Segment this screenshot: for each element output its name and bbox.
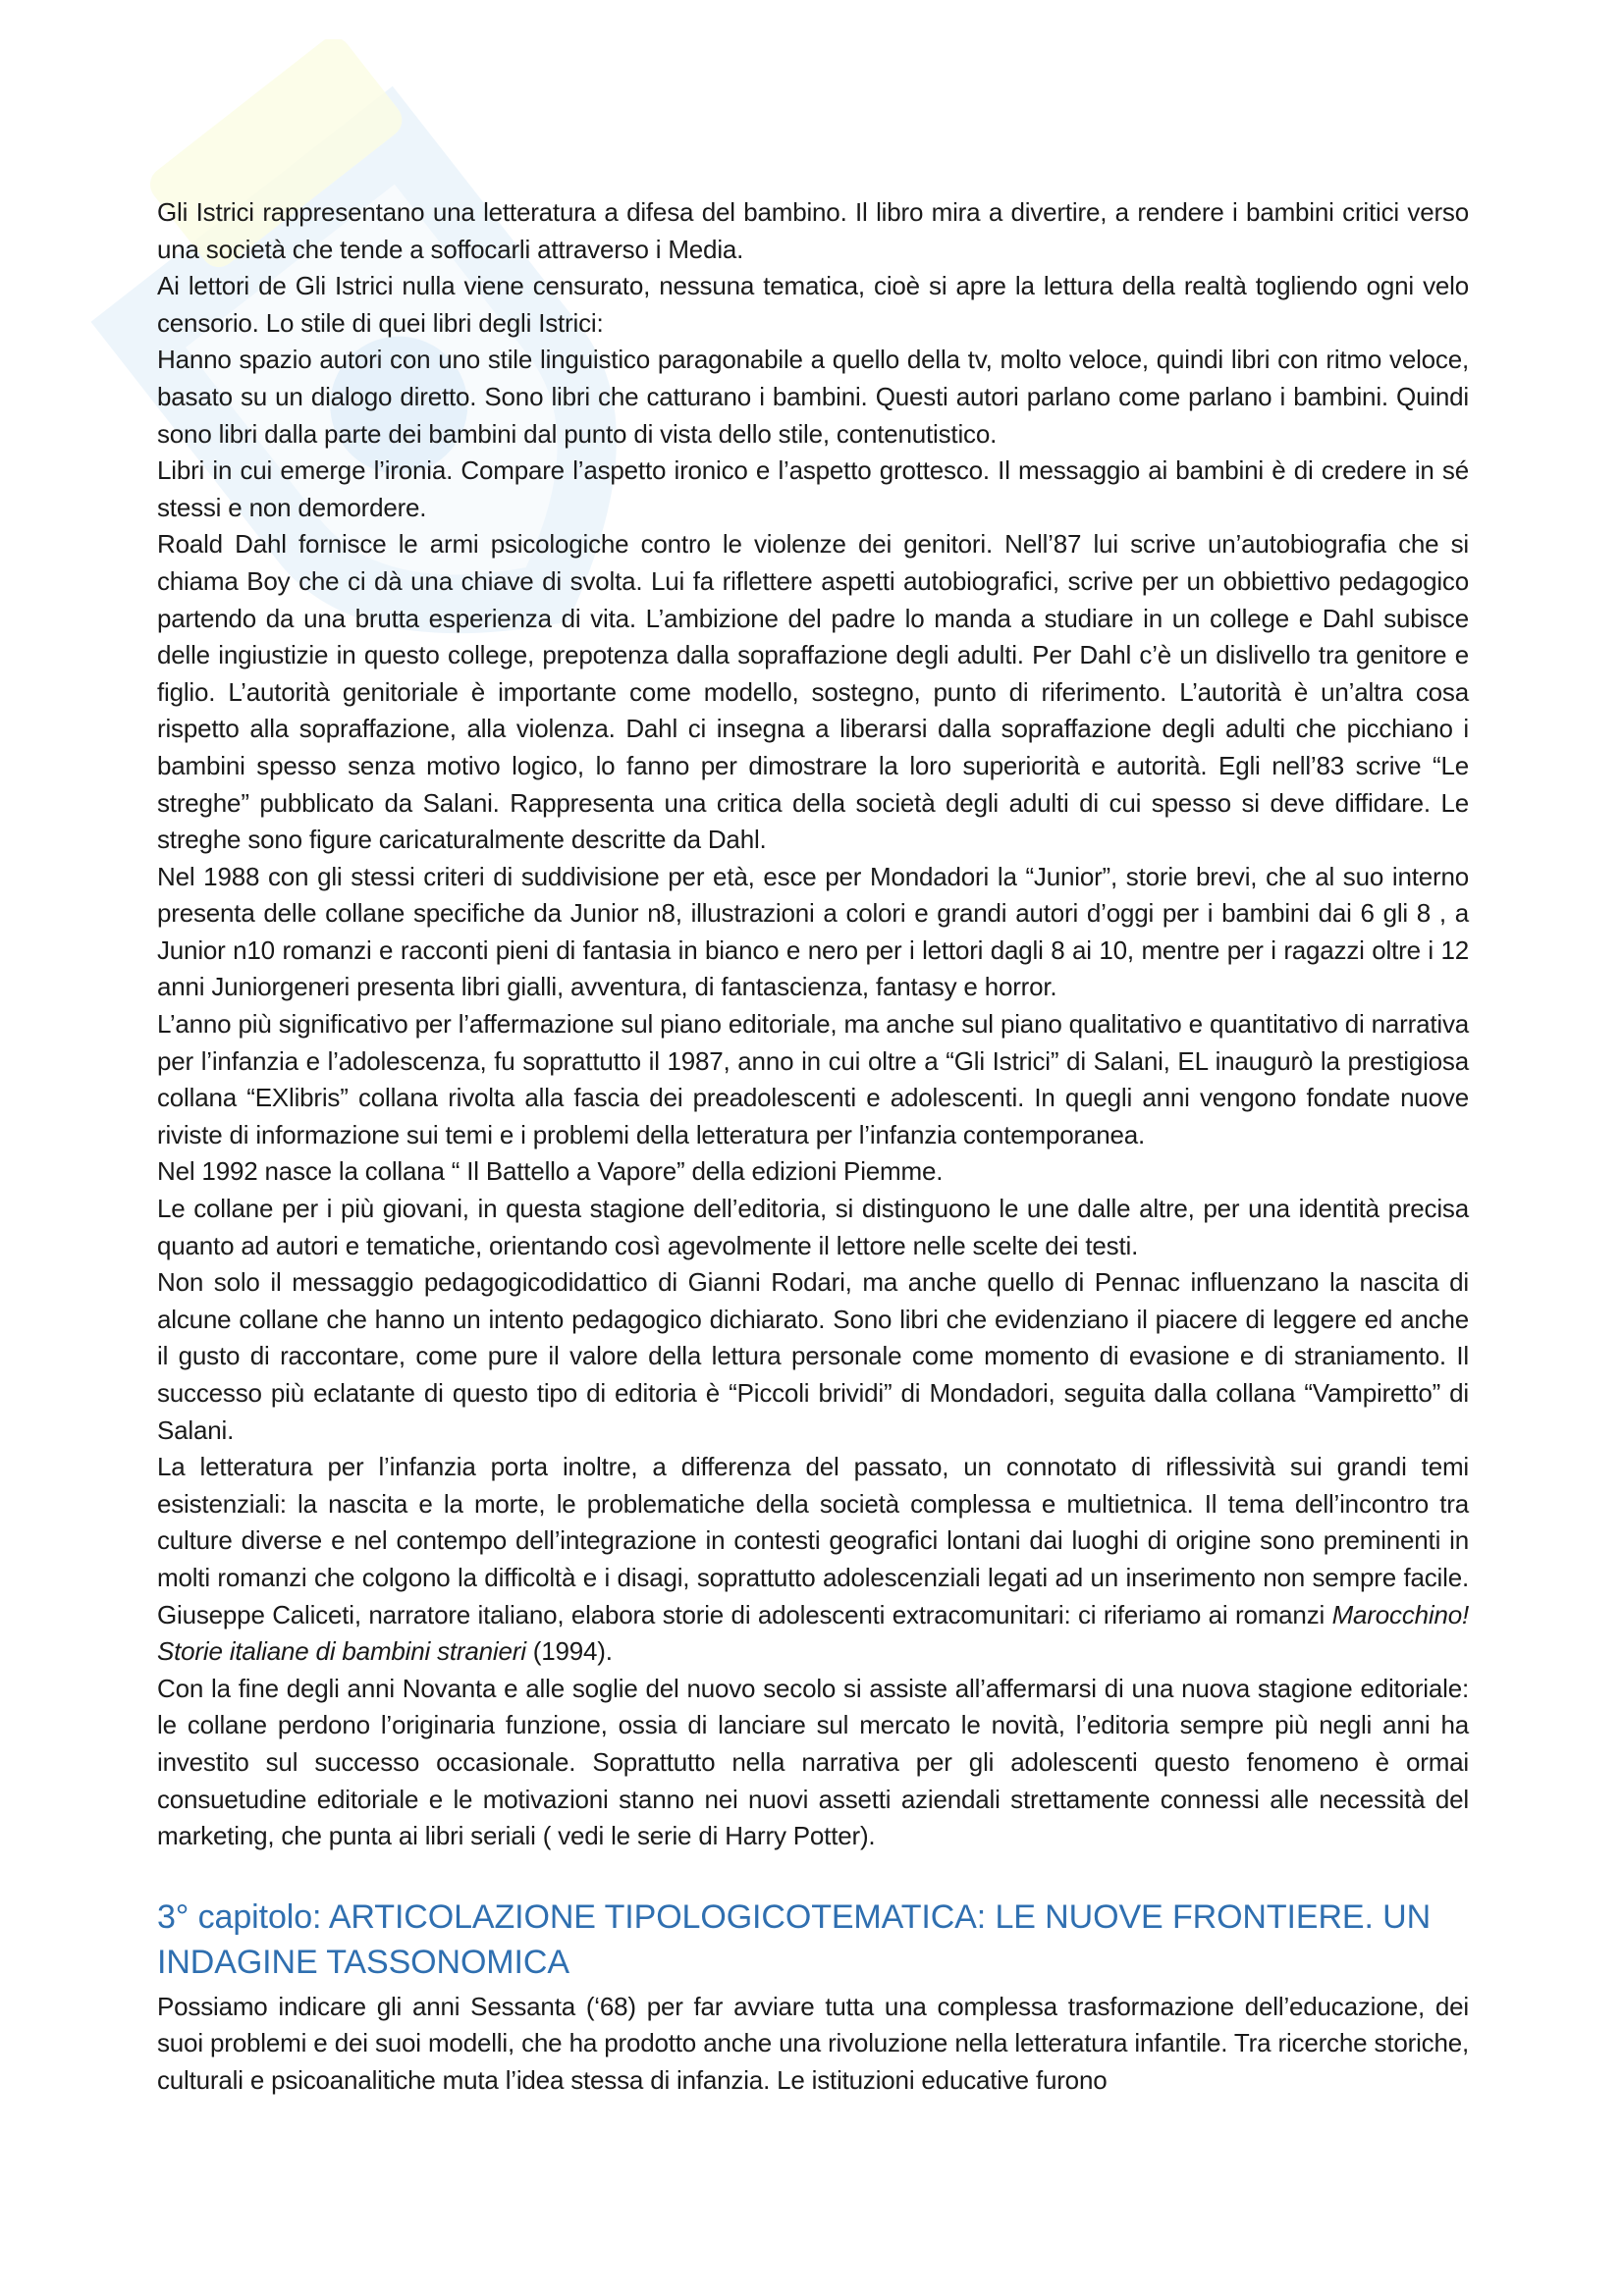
paragraph-lettori: Ai lettori de Gli Istrici nulla viene censurato, nessuna tematica, cioè si apre la lettura della realtà togliendo ogni velo censorio. Lo stile di quei libri degli Istrici: (157, 271, 1469, 338)
paragraph-riflessivita-tail: (1994). (525, 1636, 613, 1667)
paragraph-roald-dahl: Roald Dahl fornisce le armi psicologiche contro le violenze dei genitori. Nell’87 lui scrive un’autobiografia che si chiama Boy che ci dà una chiave di svolta. Lui fa riflettere aspetti autobiografici, scrive per un obbiettivo pedagogico partendo da una brutta esperienza di vita. L’ambizione del padre lo manda a studiare in un college e Dahl subisce delle ingiustizie in questo college, prepotenza dalla sopraffazione degli adulti. Per Dahl c’è un dislivello tra genitore e figlio. L’autorità genitoriale è importante come modello, sostegno, punto di riferimento. L’autorità è un’altra cosa rispetto alla sopraffazione, alla violenza. Dahl ci insegna a liberarsi dalla sopraffazione degli adulti che picchiano i bambini spesso senza motivo logico, lo fanno per dimostrare la loro superiorità e autorità. Egli nell’83 scrive “Le streghe” pubblicato da Salani. Rappresenta una critica della società degli adulti di cui spesso si deve diffidare. Le streghe sono figure caricaturalmente descritte da Dahl. (157, 529, 1469, 855)
chapter-heading: 3° capitolo: ARTICOLAZIONE TIPOLOGICOTEMATICA: LE NUOVE FRONTIERE. UN INDAGINE TASSONOMICA (157, 1897, 1432, 1981)
paragraph-riflessivita-text: La letteratura per l’infanzia porta inoltre, a differenza del passato, un connotato di riflessività sui grandi temi esistenziali: la nascita e la morte, le problematiche della società complessa e multietnica. Il tema dell’incontro tra culture diverse e nel contempo dell’integrazione in contesti geografici lontani dai luoghi di origine sono preminenti in molti romanzi che colgono la difficoltà e i disagi, soprattutto adolescenziali legati ad un inserimento non sempre facile. Giuseppe Caliceti, narratore italiano, elabora storie di adolescenti extracomunitari: ci riferiamo ai romanzi (157, 1452, 1469, 1629)
paragraph-ironia: Libri in cui emerge l’ironia. Compare l’aspetto ironico e l’aspetto grottesco. Il messaggio ai bambini è di credere in sé stessi e non demordere. (157, 455, 1469, 522)
paragraph-junior-1988: Nel 1988 con gli stessi criteri di suddivisione per età, esce per Mondadori la “Junior”, storie brevi, che al suo interno presenta delle collane specifiche da Junior n8, illustrazioni a colori e grandi autori d’oggi per i bambini dai 6 gli 8 , a Junior n10 romanzi e racconti pieni di fantasia in bianco e nero per i lettori dagli 8 ai 10, mentre per i ragazzi oltre i 12 anni Juniorgeneri presenta libri gialli, avventura, di fantascienza, fantasy e horror. (157, 861, 1469, 1002)
paragraph-battello-vapore: Nel 1992 nasce la collana “ Il Battello a Vapore” della edizioni Piemme. (157, 1156, 944, 1187)
paragraph-anni-sessanta: Possiamo indicare gli anni Sessanta (‘68) per far avviare tutta una complessa trasformazione dell’educazione, dei suoi problemi e dei suoi modelli, che ha prodotto anche una rivoluzione nella letteratura infantile. Tra ricerche storiche, culturali e psicoanalitiche muta l’idea stessa di infanzia. Le istituzioni educative furono (157, 1991, 1469, 2095)
book-title-marocchino: Marocchino! Storie italiane di bambini stranieri (157, 1599, 1469, 1667)
paragraph-stile: Hanno spazio autori con uno stile linguistico paragonabile a quello della tv, molto veloce, quindi libri con ritmo veloce, basato su un dialogo diretto. Sono libri che catturano i bambini. Questi autori parlano come parlano i bambini. Quindi sono libri dalla parte dei bambini dal punto di vista dello stile, contenutistico. (157, 345, 1469, 449)
document-page (157, 194, 1469, 2100)
paragraph-collane-giovani: Le collane per i più giovani, in questa stagione dell’editoria, si distinguono le une dalle altre, per una identità precisa quanto ad autori e tematiche, orientando così agevolmente il lettore nelle scelte dei testi. (157, 1194, 1469, 1260)
paragraph-istrici-intro: Gli Istrici rappresentano una letteratura a difesa del bambino. Il libro mira a divertire, a rendere i bambini critici verso una società che tende a soffocarli attraverso i Media. (157, 197, 1469, 264)
paragraph-anno-1987: L’anno più significativo per l’affermazione sul piano editoriale, ma anche sul piano qualitativo e quantitativo di narrativa per l’infanzia e l’adolescenza, fu soprattutto il 1987, anno in cui oltre a “Gli Istrici” di Salani, EL inaugurò la prestigiosa collana “EXlibris” collana rivolta alla fascia dei preadolescenti e adolescenti. In quegli anni vengono fondate nuove riviste di informazione sui temi e i problemi della letteratura per l’infanzia contemporanea. (157, 1009, 1469, 1149)
paragraph-riflessivita (157, 1449, 1469, 1671)
paragraph-fine-anni-novanta: Con la fine degli anni Novanta e alle soglie del nuovo secolo si assiste all’affermarsi di una nuova stagione editoriale: le collane perdono l’originaria funzione, ossia di lanciare sul mercato le novità, l’editoria sempre più negli anni ha investito sul successo occasionale. Soprattutto nella narrativa per gli adolescenti questo fenomeno è ormai consuetudine editoriale e le motivazioni stanno nei nuovi assetti aziendali strettamente connessi alle necessità del marketing, che punta ai libri seriali ( vedi le serie di Harry Potter). (157, 1673, 1469, 1851)
paragraph-rodari-pennac: Non solo il messaggio pedagogicodidattico di Gianni Rodari, ma anche quello di Pennac influenzano la nascita di alcune collane che hanno un intento pedagogico dichiarato. Sono libri che evidenziano il piacere di leggere ed anche il gusto di raccontare, come pure il valore della lettura personale come momento di evasione e di straniamento. Il successo più eclatante di questo tipo di editoria è “Piccoli brividi” di Mondadori, seguita dalla collana “Vampiretto” di Salani. (157, 1267, 1469, 1445)
